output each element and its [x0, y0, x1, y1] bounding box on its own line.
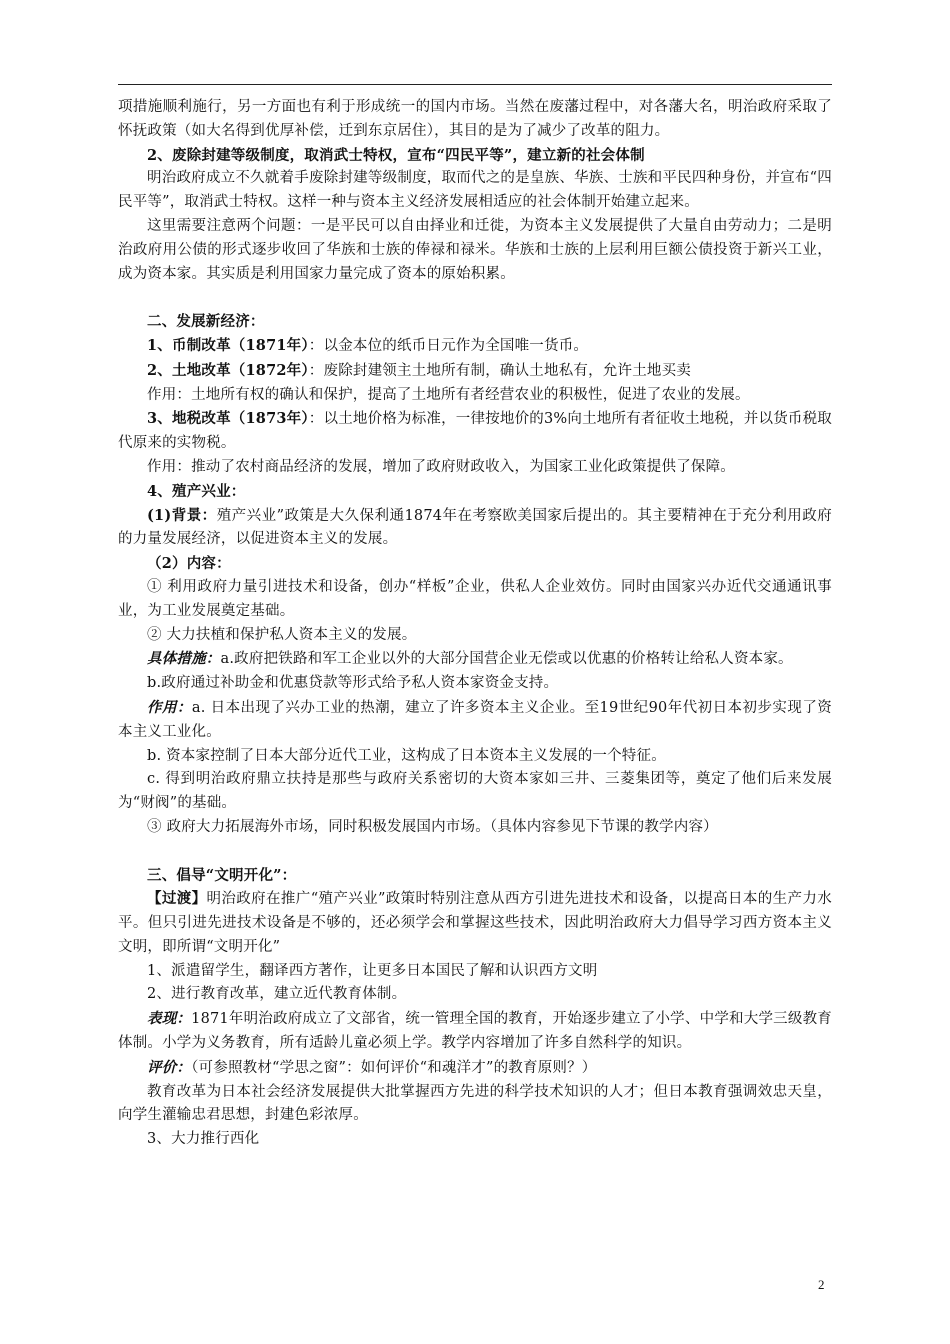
section-heading: 三、倡导“文明开化”：	[147, 866, 297, 884]
item-label: 2、土地改革（1872年）	[147, 361, 309, 379]
item-label: 表现：	[147, 1010, 192, 1028]
subheading: （2）内容：	[147, 555, 231, 573]
paragraph: ③ 政府大力拓展海外市场，同时积极发展国内市场。（具体内容参见下节课的教学内容）	[147, 818, 718, 835]
paragraph	[118, 1007, 832, 1056]
section-heading: 二、发展新经济：	[147, 313, 265, 331]
paragraph: ① 利用政府力量引进技术和设备，创办“样板”企业，供私人企业效仿。同时由国家兴办近代交通通讯事业，为工业发展奠定基础。	[118, 578, 832, 619]
item-text: a. 日本出现了兴办工业的热潮，建立了许多资本主义企业。至19世纪90年代初日本初步实现了资本主义工业化。	[118, 699, 832, 740]
item-label: 【过渡】	[147, 890, 207, 908]
paragraph	[118, 407, 832, 456]
item-text: （可参照教材“学思之窗”：如何评价“和魂洋才”的教育原则？）	[191, 1059, 597, 1076]
item-text: 殖产兴业”政策是大久保利通1874年在考察欧美国家后提出的。其主要精神在于充分利用政府的力量发展经济，以促进资本主义的发展。	[118, 507, 832, 548]
subheading: 2、废除封建等级制度，取消武士特权，宣布“四民平等”，建立新的社会体制	[147, 146, 645, 164]
paragraph: 2、进行教育改革，建立近代教育体制。	[147, 986, 407, 1003]
paragraph	[118, 696, 832, 745]
paragraph: ② 大力扶植和保护私人资本主义的发展。	[147, 626, 417, 643]
paragraph	[118, 334, 832, 359]
subheading: 4、殖产兴业：	[147, 482, 246, 500]
paragraph	[118, 647, 832, 672]
paragraph: b.政府通过补助金和优惠贷款等形式给予私人资本家资金支持。	[147, 675, 559, 692]
item-text: 明治政府在推广“殖产兴业”政策时特别注意从西方引进先进技术和设备，以提高日本的生产力水平。但只引进先进技术设备是不够的，还必须学会和掌握这些技术，因此明治政府大力倡导学习西方资本主义文明，即所谓“文明开化”	[118, 891, 832, 955]
paragraph: c. 得到明治政府鼎立扶持是那些与政府关系密切的大资本家如三井、三菱集团等，奠定了他们后来发展为“财阀”的基础。	[118, 771, 832, 812]
item-text: ：以土地价格为标准，一律按地价的3%向土地所有者征收土地税，并以货币税取代原来的实物税。	[118, 411, 832, 452]
item-text: ：废除封建领主土地所有制，确认土地私有，允许土地买卖	[308, 362, 691, 379]
paragraph: 明治政府成立不久就着手废除封建等级制度，取而代之的是皇族、华族、士族和平民四种身份，并宣布“四民平等”，取消武士特权。这样一种与资本主义经济发展相适应的社会体制开始建立起来。	[118, 170, 832, 211]
paragraph: 作用：土地所有权的确认和保护，提高了土地所有者经营农业的积极性，促进了农业的发展。	[147, 386, 750, 403]
item-text: 1871年明治政府成立了文部省，统一管理全国的教育，开始逐步建立了小学、中学和大学三级教育体制。小学为义务教育，所有适龄儿童必须上学。教学内容增加了许多自然科学的知识。	[118, 1011, 832, 1052]
item-label: 作用：	[147, 698, 192, 716]
paragraph: 作用：推动了农村商品经济的发展，增加了政府财政收入，为国家工业化政策提供了保障。	[147, 458, 735, 475]
paragraph: 项措施顺利施行，另一方面也有利于形成统一的国内市场。当然在废藩过程中，对各藩大名，明治政府采取了怀抚政策（如大名得到优厚补偿，迁到东京居住），其目的是为了减少了改革的阻力。	[118, 99, 832, 139]
paragraph: 这里需要注意两个问题：一是平民可以自由择业和迁徙，为资本主义发展提供了大量自由劳动力；二是明治政府用公债的形式逐步收回了华族和士族的俸禄和禄米。华族和士族的上层利用巨额公债投资于新兴工业，成为资本家。其实质是利用国家力量完成了资本的原始积累。	[118, 217, 832, 282]
paragraph	[118, 359, 832, 384]
paragraph: 3、大力推行西化	[147, 1131, 260, 1148]
item-label: 1、币制改革（1871年）	[147, 336, 309, 354]
page-body	[118, 96, 832, 1152]
header-rule	[118, 84, 832, 85]
paragraph	[118, 1056, 832, 1081]
paragraph	[118, 887, 832, 959]
paragraph: 1、派遣留学生，翻译西方著作，让更多日本国民了解和认识西方文明	[147, 962, 598, 979]
item-text: a.政府把铁路和军工企业以外的大部分国营企业无偿或以优惠的价格转让给私人资本家。	[220, 651, 793, 668]
item-label: 具体措施：	[147, 650, 221, 668]
item-label: (1)背景：	[147, 506, 217, 524]
item-label: 评价：	[147, 1058, 192, 1076]
paragraph: 教育改革为日本社会经济发展提供大批掌握西方先进的科学技术知识的人才；但日本教育强调效忠天皇，向学生灌输忠君思想，封建色彩浓厚。	[118, 1083, 832, 1124]
item-label: 3、地税改革（1873年）	[147, 410, 309, 428]
item-text: ：以金本位的纸币日元作为全国唯一货币。	[308, 337, 589, 354]
page-number: 2	[818, 1277, 825, 1292]
paragraph	[118, 504, 832, 553]
paragraph: b. 资本家控制了日本大部分近代工业，这构成了日本资本主义发展的一个特征。	[147, 747, 666, 764]
